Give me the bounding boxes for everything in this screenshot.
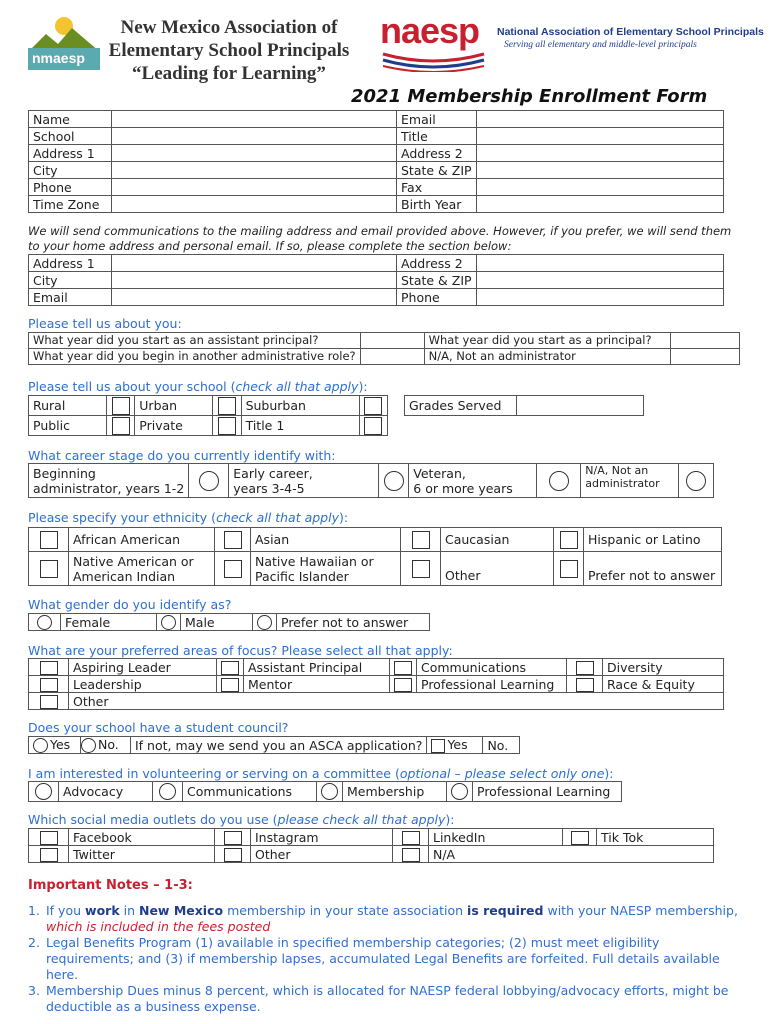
urban-checkbox[interactable] xyxy=(213,396,241,416)
social-heading-end: ): xyxy=(445,812,455,827)
native-american-line1: Native American or xyxy=(73,553,194,569)
tiktok-checkbox[interactable] xyxy=(563,829,597,846)
about-you-grid xyxy=(28,332,740,365)
label-title-1: Title 1 xyxy=(241,416,359,436)
career-veteran-label xyxy=(409,464,537,498)
naesp-tagline: Serving all elementary and middle-level principals xyxy=(504,40,697,50)
assistant-principal-checkbox[interactable] xyxy=(217,659,244,676)
naesp-swoosh-icon xyxy=(381,50,486,75)
volunteer-heading-end: ): xyxy=(604,766,614,781)
facebook-checkbox[interactable] xyxy=(29,829,69,846)
note-1-number: 1. xyxy=(28,903,40,918)
rural-checkbox[interactable] xyxy=(107,396,135,416)
naesp-name: National Association of Elementary School Principals xyxy=(497,26,764,38)
note-1-part-d: with your NAESP membership, xyxy=(543,903,738,918)
label-state-zip: State & ZIP xyxy=(397,162,477,179)
label-male: Male xyxy=(181,614,253,631)
association-title xyxy=(104,16,354,85)
grades-served-field[interactable] xyxy=(517,396,644,416)
career-early-radio[interactable] xyxy=(379,464,409,498)
label-urban: Urban xyxy=(135,396,213,416)
home-state-zip-field[interactable] xyxy=(476,272,723,289)
council-yes-option[interactable] xyxy=(29,737,81,754)
ethnicity-heading-text: Please specify your ethnicity ( xyxy=(28,510,217,525)
important-notes-list xyxy=(28,903,738,1015)
label-mentor: Mentor xyxy=(244,676,390,693)
label-year-other-admin: What year did you begin in another administrative role? xyxy=(29,349,361,365)
career-na-line1: N/A, Not an xyxy=(585,464,649,477)
label-aspiring-leader: Aspiring Leader xyxy=(69,659,217,676)
asca-yes-option[interactable] xyxy=(427,737,483,754)
focus-heading: What are your preferred areas of focus? Please select all that apply: xyxy=(28,643,453,658)
not-administrator-field[interactable] xyxy=(670,349,739,365)
note-1-new-mexico: New Mexico xyxy=(138,903,224,918)
grades-served-grid xyxy=(404,395,644,416)
label-leadership: Leadership xyxy=(69,676,217,693)
communications-volunteer-radio[interactable] xyxy=(153,782,183,802)
address-2-field[interactable] xyxy=(476,145,723,162)
gender-grid xyxy=(28,613,430,631)
nmaesp-logo-text: nmaesp xyxy=(32,50,85,66)
label-communications-volunteer: Communications xyxy=(183,782,317,802)
focus-grid xyxy=(28,658,724,710)
professional-learning-volunteer-radio[interactable] xyxy=(447,782,473,802)
ethnicity-heading-end: ): xyxy=(338,510,349,525)
twitter-checkbox[interactable] xyxy=(29,846,69,863)
social-other-checkbox[interactable] xyxy=(215,846,251,863)
note-1 xyxy=(28,903,738,935)
social-heading-text: Which social media outlets do you use ( xyxy=(28,812,278,827)
professional-learning-focus-checkbox[interactable] xyxy=(390,676,417,693)
career-na-line2: administrator xyxy=(585,477,660,490)
label-caucasian: Caucasian xyxy=(441,528,554,552)
label-private: Private xyxy=(135,416,213,436)
ethnicity-heading xyxy=(28,510,348,525)
prefer-not-checkbox[interactable] xyxy=(554,552,584,586)
asian-checkbox[interactable] xyxy=(215,528,251,552)
label-home-city: City xyxy=(29,272,112,289)
caucasian-checkbox[interactable] xyxy=(401,528,441,552)
council-no-option[interactable] xyxy=(81,737,131,754)
label-suburban: Suburban xyxy=(241,396,359,416)
home-address-1-field[interactable] xyxy=(112,255,397,272)
native-hawaiian-checkbox[interactable] xyxy=(215,552,251,586)
male-radio[interactable] xyxy=(157,614,181,631)
career-veteran-line1: Veteran, xyxy=(413,465,466,481)
native-hawaiian-line1: Native Hawaiian or xyxy=(255,553,374,569)
label-tiktok: Tik Tok xyxy=(597,829,714,846)
title-1-checkbox[interactable] xyxy=(359,416,387,436)
social-na-checkbox[interactable] xyxy=(393,846,429,863)
career-beginning-radio[interactable] xyxy=(189,464,229,498)
note-3-number: 3. xyxy=(28,983,40,998)
note-1-part-a: If you xyxy=(46,903,86,918)
label-professional-learning-focus: Professional Learning xyxy=(417,676,567,693)
label-grades-served: Grades Served xyxy=(405,396,517,416)
social-grid xyxy=(28,828,714,863)
label-year-assistant-principal: What year did you start as an assistant principal? xyxy=(29,333,361,349)
note-2-number: 2. xyxy=(28,935,40,950)
career-veteran-line2: 6 or more years xyxy=(413,480,513,496)
label-asian: Asian xyxy=(251,528,401,552)
name-field[interactable] xyxy=(112,111,397,128)
label-facebook: Facebook xyxy=(69,829,215,846)
label-name: Name xyxy=(29,111,112,128)
home-address-note: We will send communications to the mailing address and email provided above. However, if you prefer, we will send them to your home address and personal email. If so, please complete the section below: xyxy=(28,224,732,253)
mentor-checkbox[interactable] xyxy=(217,676,244,693)
label-year-principal: What year did you start as a principal? xyxy=(424,333,670,349)
label-fax: Fax xyxy=(397,179,477,196)
label-female: Female xyxy=(61,614,157,631)
public-checkbox[interactable] xyxy=(107,416,135,436)
label-not-administrator: N/A, Not an administrator xyxy=(424,349,670,365)
label-race-equity: Race & Equity xyxy=(603,676,724,693)
form-title: 2021 Membership Enrollment Form xyxy=(351,86,708,107)
label-address-2: Address 2 xyxy=(397,145,477,162)
female-radio[interactable] xyxy=(29,614,61,631)
school-field[interactable] xyxy=(112,128,397,145)
note-1-required: is required xyxy=(467,903,544,918)
native-american-checkbox[interactable] xyxy=(29,552,69,586)
volunteer-heading xyxy=(28,766,614,781)
career-grid xyxy=(28,463,714,498)
label-council-no: No. xyxy=(98,737,119,752)
label-asca-question: If not, may we send you an ASCA application? xyxy=(131,737,427,754)
home-phone-field[interactable] xyxy=(476,289,723,306)
label-twitter: Twitter xyxy=(69,846,215,863)
suburban-checkbox[interactable] xyxy=(359,396,387,416)
label-linkedin: LinkedIn xyxy=(429,829,563,846)
phone-field[interactable] xyxy=(112,179,397,196)
career-na-label xyxy=(581,464,679,498)
title-line-2: Elementary School Principals xyxy=(108,40,350,61)
label-assistant-principal: Assistant Principal xyxy=(244,659,390,676)
hispanic-checkbox[interactable] xyxy=(554,528,584,552)
time-zone-field[interactable] xyxy=(112,196,397,213)
label-social-na: N/A xyxy=(429,846,714,863)
gender-heading: What gender do you identify as? xyxy=(28,597,232,612)
label-professional-learning-volunteer: Professional Learning xyxy=(473,782,622,802)
label-public: Public xyxy=(29,416,107,436)
volunteer-heading-text: I am interested in volunteering or serving on a committee ( xyxy=(28,766,400,781)
label-time-zone: Time Zone xyxy=(29,196,112,213)
label-african-american: African American xyxy=(69,528,215,552)
label-prefer-not-gender: Prefer not to answer xyxy=(277,614,430,631)
career-early-line1: Early career, xyxy=(233,465,313,481)
state-zip-field[interactable] xyxy=(476,162,723,179)
note-3 xyxy=(28,983,738,1015)
home-city-field[interactable] xyxy=(112,272,397,289)
label-prefer-not: Prefer not to answer xyxy=(584,552,722,586)
label-ethnicity-other: Other xyxy=(441,552,554,586)
year-principal-field[interactable] xyxy=(670,333,739,349)
label-diversity: Diversity xyxy=(603,659,724,676)
social-heading xyxy=(28,812,454,827)
label-rural: Rural xyxy=(29,396,107,416)
career-beginning-line1: Beginning xyxy=(33,465,96,481)
note-1-part-b: in xyxy=(119,903,139,918)
address-1-field[interactable] xyxy=(112,145,397,162)
advocacy-radio[interactable] xyxy=(29,782,59,802)
note-3-text: Membership Dues minus 8 percent, which is allocated for NAESP federal lobbying/advocacy efforts, might be deductible as a business expense. xyxy=(46,983,729,1014)
asca-no-option[interactable] xyxy=(483,737,520,754)
city-field[interactable] xyxy=(112,162,397,179)
important-notes-heading: Important Notes – 1-3: xyxy=(28,878,193,893)
school-grid xyxy=(28,395,388,436)
about-you-heading: Please tell us about you: xyxy=(28,316,182,331)
label-social-other: Other xyxy=(251,846,393,863)
label-school: School xyxy=(29,128,112,145)
leadership-checkbox[interactable] xyxy=(29,676,69,693)
label-focus-other: Other xyxy=(69,693,724,710)
career-early-line2: years 3-4-5 xyxy=(233,480,305,496)
label-city: City xyxy=(29,162,112,179)
instagram-checkbox[interactable] xyxy=(215,829,251,846)
focus-other-checkbox[interactable] xyxy=(29,693,69,710)
fax-field[interactable] xyxy=(476,179,723,196)
note-2-text: Legal Benefits Program (1) available in specified membership categories; (2) must meet eligibility requirements; and (3) if membership lapses, accumulated Legal Benefits are forfeited. Full details available here. xyxy=(46,935,720,982)
label-birth-year: Birth Year xyxy=(397,196,477,213)
school-heading-italic: check all that apply xyxy=(235,379,359,394)
label-home-email: Email xyxy=(29,289,112,306)
native-american-line2: American Indian xyxy=(73,568,176,584)
african-american-checkbox[interactable] xyxy=(29,528,69,552)
social-heading-italic: please check all that apply xyxy=(277,812,446,827)
title-line-3: “Leading for Learning” xyxy=(132,63,326,84)
home-email-field[interactable] xyxy=(112,289,397,306)
career-veteran-radio[interactable] xyxy=(537,464,581,498)
note-1-work: work xyxy=(85,903,120,918)
ethnicity-heading-italic: check all that apply xyxy=(216,510,339,525)
note-2 xyxy=(28,935,738,983)
title-field[interactable] xyxy=(476,128,723,145)
home-address-2-field[interactable] xyxy=(476,255,723,272)
career-early-label xyxy=(229,464,379,498)
school-heading-end: ): xyxy=(358,379,368,394)
private-checkbox[interactable] xyxy=(213,416,241,436)
career-beginning-label xyxy=(29,464,189,498)
label-hispanic: Hispanic or Latino xyxy=(584,528,722,552)
aspiring-leader-checkbox[interactable] xyxy=(29,659,69,676)
membership-radio[interactable] xyxy=(317,782,343,802)
label-home-address-1: Address 1 xyxy=(29,255,112,272)
home-address-grid xyxy=(28,254,724,306)
label-home-address-2: Address 2 xyxy=(397,255,477,272)
label-email: Email xyxy=(397,111,477,128)
note-1-part-c: membership in your state association xyxy=(223,903,468,918)
label-asca-yes: Yes xyxy=(447,737,468,753)
year-other-admin-field[interactable] xyxy=(360,349,424,365)
label-membership: Membership xyxy=(343,782,447,802)
label-native-american xyxy=(69,552,215,586)
year-assistant-principal-field[interactable] xyxy=(360,333,424,349)
career-heading: What career stage do you currently identify with: xyxy=(28,448,336,463)
nmaesp-logo xyxy=(28,12,100,70)
label-title: Title xyxy=(397,128,477,145)
linkedin-checkbox[interactable] xyxy=(393,829,429,846)
school-heading xyxy=(28,379,368,394)
label-advocacy: Advocacy xyxy=(59,782,153,802)
diversity-checkbox[interactable] xyxy=(567,659,603,676)
communications-focus-checkbox[interactable] xyxy=(390,659,417,676)
label-asca-no: No. xyxy=(487,737,509,753)
label-address-1: Address 1 xyxy=(29,145,112,162)
naesp-logo: naesp xyxy=(380,10,480,51)
career-beginning-line2: administrator, years 1-2 xyxy=(33,480,185,496)
native-hawaiian-line2: Pacific Islander xyxy=(255,568,349,584)
label-communications-focus: Communications xyxy=(417,659,567,676)
title-line-1: New Mexico Association of xyxy=(120,17,338,38)
volunteer-heading-italic: optional – please select only one xyxy=(399,766,605,781)
birth-year-field[interactable] xyxy=(476,196,723,213)
school-heading-text: Please tell us about your school ( xyxy=(28,379,236,394)
volunteer-grid xyxy=(28,781,622,802)
ethnicity-grid xyxy=(28,527,722,586)
label-instagram: Instagram xyxy=(251,829,393,846)
label-phone: Phone xyxy=(29,179,112,196)
email-field[interactable] xyxy=(476,111,723,128)
ethnicity-other-checkbox[interactable] xyxy=(401,552,441,586)
note-1-fees-included: which is included in the fees posted xyxy=(46,919,271,934)
label-council-yes: Yes xyxy=(50,737,71,752)
label-native-hawaiian xyxy=(251,552,401,586)
contact-grid xyxy=(28,110,724,213)
label-home-phone: Phone xyxy=(397,289,477,306)
council-heading: Does your school have a student council? xyxy=(28,720,289,735)
race-equity-checkbox[interactable] xyxy=(567,676,603,693)
career-na-radio[interactable] xyxy=(679,464,714,498)
council-grid xyxy=(28,736,520,754)
prefer-not-gender-radio[interactable] xyxy=(253,614,277,631)
label-home-state-zip: State & ZIP xyxy=(397,272,477,289)
